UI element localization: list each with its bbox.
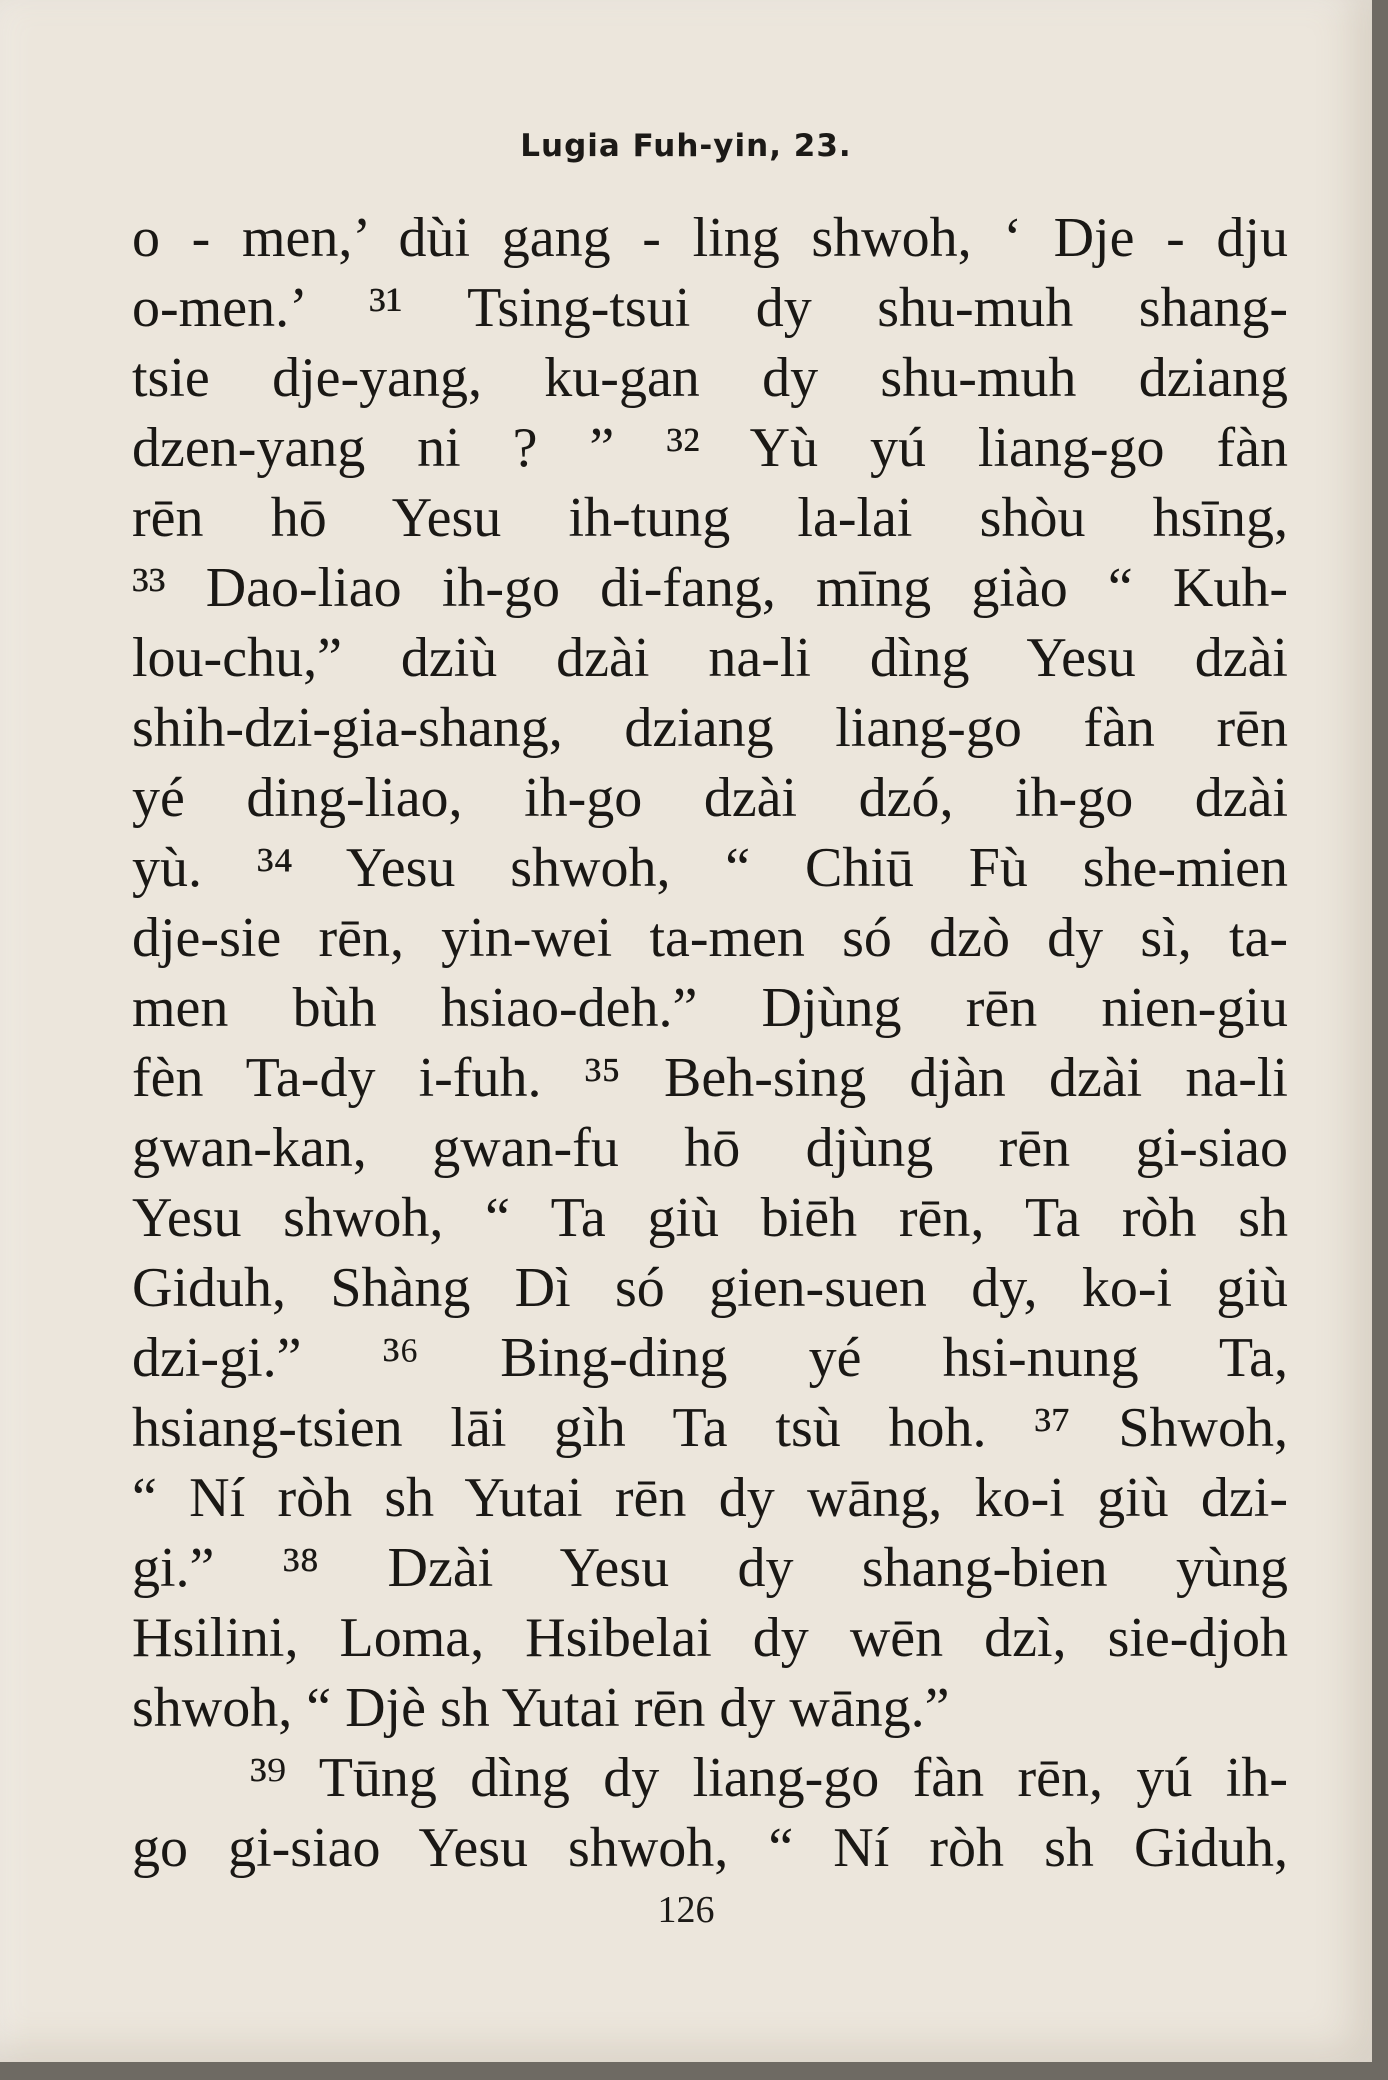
page-number: 126 (657, 1889, 715, 1931)
text-line: dzen-yang ni ? ” ³² Yù yú liang-go fàn (132, 417, 1288, 479)
text-line: go gi-siao Yesu shwoh, “ Ní ròh sh Giduh, (132, 1817, 1288, 1879)
body-text (132, 203, 1288, 1883)
text-line: yé ding-liao, ih-go dzài dzó, ih-go dzài (132, 767, 1288, 829)
text-line: “ Ní ròh sh Yutai rēn dy wāng, ko-i giù dzi- (132, 1467, 1288, 1529)
text-line: gi.” ³⁸ Dzài Yesu dy shang-bien yùng (132, 1537, 1288, 1599)
text-line: dzi-gi.” ³⁶ Bing-ding yé hsi-nung Ta, (132, 1327, 1288, 1389)
running-head: Lugia Fuh-yin, 23. (520, 128, 852, 164)
text-line: rēn hō Yesu ih-tung la-lai shòu hsīng, (132, 487, 1288, 549)
text-line: shwoh, “ Djè sh Yutai rēn dy wāng.” (132, 1677, 950, 1739)
text-line: men bùh hsiao-deh.” Djùng rēn nien-giu (132, 977, 1288, 1039)
text-line: o-men.’ ³¹ Tsing-tsui dy shu-muh shang- (132, 277, 1288, 339)
text-line: shih-dzi-gia-shang, dziang liang-go fàn rēn (132, 697, 1288, 759)
text-line: lou-chu,” dziù dzài na-li dìng Yesu dzài (132, 627, 1288, 689)
text-line: ³⁹ Tūng dìng dy liang-go fàn rēn, yú ih- (250, 1747, 1288, 1809)
text-line: Yesu shwoh, “ Ta giù biēh rēn, Ta ròh sh (132, 1187, 1288, 1249)
text-line: gwan-kan, gwan-fu hō djùng rēn gi-siao (132, 1117, 1288, 1179)
text-line: fèn Ta-dy i-fuh. ³⁵ Beh-sing djàn dzài na-li (132, 1047, 1288, 1109)
text-line: tsie dje-yang, ku-gan dy shu-muh dziang (132, 347, 1288, 409)
text-line: Hsilini, Loma, Hsibelai dy wēn dzì, sie-djoh (132, 1607, 1288, 1669)
text-line: ³³ Dao-liao ih-go di-fang, mīng giào “ Kuh- (132, 557, 1288, 619)
text-line: hsiang-tsien lāi gìh Ta tsù hoh. ³⁷ Shwoh, (132, 1397, 1288, 1459)
text-line: yù. ³⁴ Yesu shwoh, “ Chiū Fù she-mien (132, 837, 1288, 899)
text-line: dje-sie rēn, yin-wei ta-men só dzò dy sì, ta- (132, 907, 1288, 969)
text-line: o - men,’ dùi gang - ling shwoh, ‘ Dje - dju (132, 207, 1288, 269)
text-line: Giduh, Shàng Dì só gien-suen dy, ko-i giù (132, 1257, 1288, 1319)
